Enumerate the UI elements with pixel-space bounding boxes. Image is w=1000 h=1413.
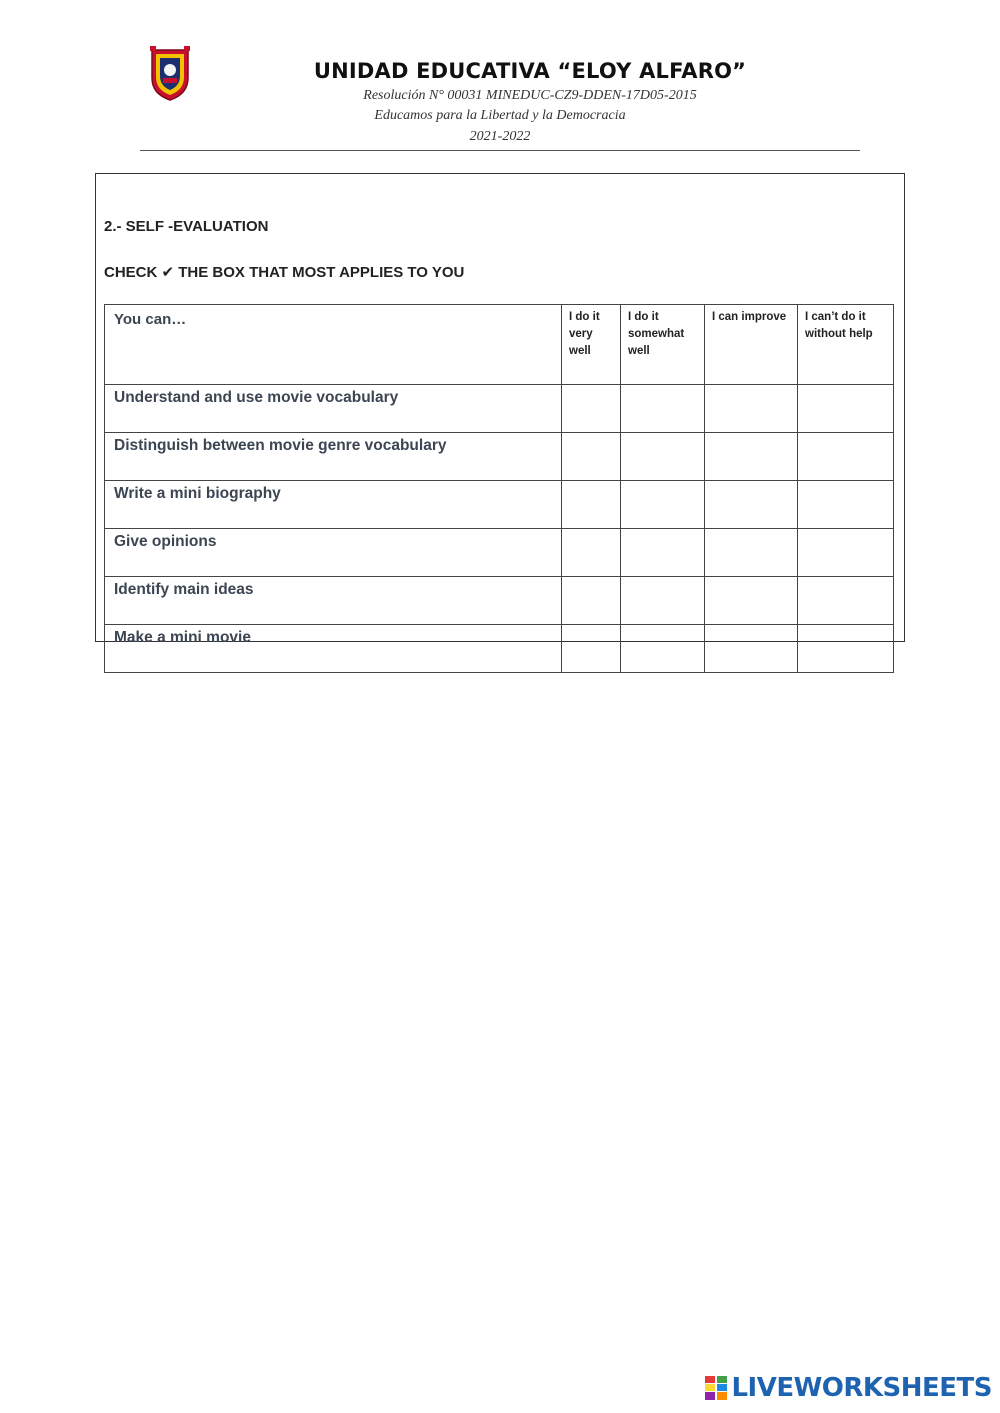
skill-label: Identify main ideas — [105, 577, 562, 625]
table-row — [105, 529, 894, 577]
header-very-well: I do it very well — [562, 305, 621, 385]
skill-label: Distinguish between movie genre vocabulary — [105, 433, 562, 481]
check-box-very-well[interactable] — [562, 529, 621, 577]
liveworksheets-logo-icon — [705, 1376, 727, 1400]
liveworksheets-brand[interactable] — [705, 1373, 992, 1403]
header-somewhat-well: I do it somewhat well — [621, 305, 705, 385]
skill-label: Give opinions — [105, 529, 562, 577]
check-box-somewhat-well[interactable] — [621, 433, 705, 481]
check-box-somewhat-well[interactable] — [621, 481, 705, 529]
check-box-need-help[interactable] — [798, 481, 894, 529]
school-crest-logo — [146, 44, 194, 102]
check-box-somewhat-well[interactable] — [621, 625, 705, 673]
check-box-somewhat-well[interactable] — [621, 385, 705, 433]
check-box-very-well[interactable] — [562, 625, 621, 673]
table-row — [105, 433, 894, 481]
skill-label: Understand and use movie vocabulary — [105, 385, 562, 433]
header-can-improve: I can improve — [705, 305, 798, 385]
header-divider — [140, 150, 860, 151]
check-box-can-improve[interactable] — [705, 577, 798, 625]
check-box-can-improve[interactable] — [705, 385, 798, 433]
check-box-can-improve[interactable] — [705, 625, 798, 673]
check-box-can-improve[interactable] — [705, 481, 798, 529]
check-box-need-help[interactable] — [798, 577, 894, 625]
check-box-very-well[interactable] — [562, 481, 621, 529]
brand-name: LIVEWORKSHEETS — [731, 1373, 992, 1403]
instruction-text: CHECK ✔ THE BOX THAT MOST APPLIES TO YOU — [104, 264, 465, 281]
check-box-need-help[interactable] — [798, 385, 894, 433]
check-box-somewhat-well[interactable] — [621, 577, 705, 625]
header-need-help: I can’t do it without help — [798, 305, 894, 385]
check-box-need-help[interactable] — [798, 433, 894, 481]
check-box-very-well[interactable] — [562, 433, 621, 481]
table-row — [105, 385, 894, 433]
header-you-can: You can… — [105, 305, 562, 385]
school-year: 2021-2022 — [469, 129, 531, 144]
check-box-need-help[interactable] — [798, 529, 894, 577]
table-row — [105, 481, 894, 529]
table-row — [105, 577, 894, 625]
check-box-need-help[interactable] — [798, 625, 894, 673]
skill-label: Write a mini biography — [105, 481, 562, 529]
check-box-can-improve[interactable] — [705, 529, 798, 577]
check-box-very-well[interactable] — [562, 577, 621, 625]
skill-label: Make a mini movie — [105, 625, 562, 673]
self-evaluation-table — [104, 304, 894, 673]
resolution-number: Resolución N° 00031 MINEDUC-CZ9-DDEN-17D05-2015 — [363, 88, 697, 103]
school-motto: Educamos para la Libertad y la Democracia — [374, 108, 626, 123]
check-box-can-improve[interactable] — [705, 433, 798, 481]
table-header-row — [105, 305, 894, 385]
check-box-somewhat-well[interactable] — [621, 529, 705, 577]
table-row — [105, 625, 894, 673]
section-title: 2.- SELF -EVALUATION — [104, 218, 269, 235]
school-name: UNIDAD EDUCATIVA “ELOY ALFARO” — [313, 59, 747, 83]
check-box-very-well[interactable] — [562, 385, 621, 433]
